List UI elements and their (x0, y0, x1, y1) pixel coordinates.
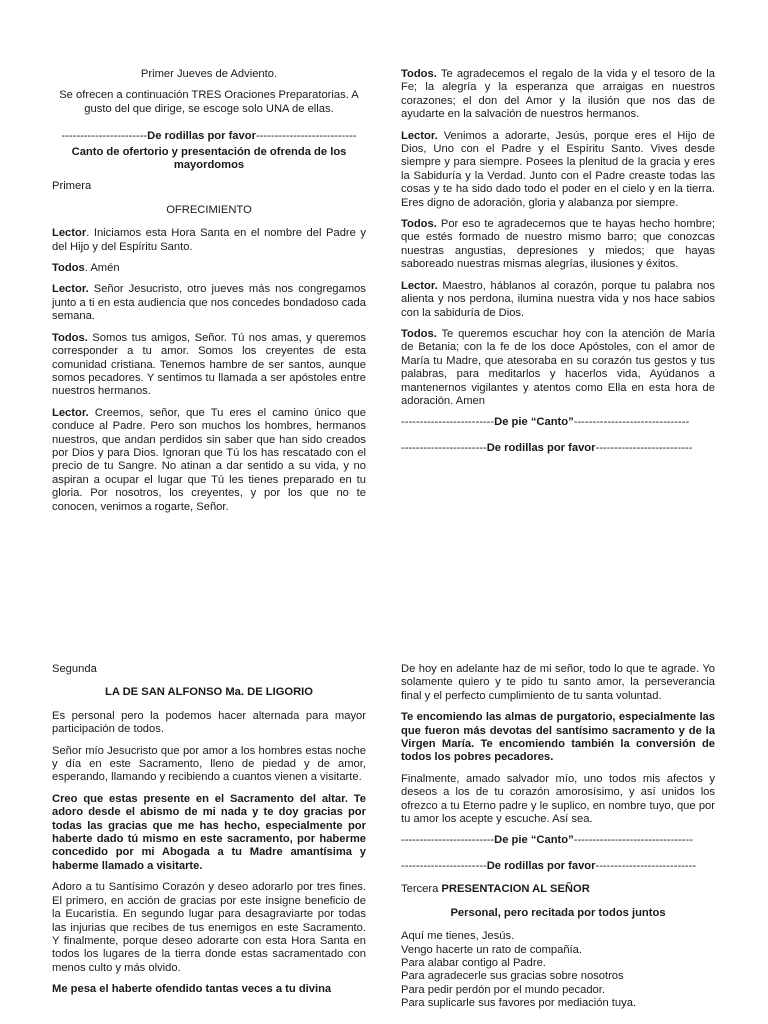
left-column (52, 68, 366, 522)
separator-kneel: -----------------------De rodillas por favor--------------------------- (401, 859, 697, 872)
prayer-paragraph: Lector. Señor Jesucristo, otro jueves más nos congregamos junto a ti en esta audiencia que nos concedes bondadoso cada semana. (52, 283, 366, 323)
prayer-paragraph: Lector. Iniciamos esta Hora Santa en el nombre del Padre y del Hijo y del Espíritu Santo. (52, 227, 366, 253)
separator-stand-canto: -------------------------De pie “Canto”-------------------------------- (401, 834, 693, 847)
prayer-line: Aquí me tienes, Jesús. (401, 930, 515, 943)
prayer-paragraph: Todos. Amén (52, 262, 120, 275)
prayer-paragraph-bold: Me pesa el haberte ofendido tantas veces a tu divina (52, 983, 332, 996)
prayer-paragraph-bold: Creo que estas presente en el Sacramento del altar. Te adoro desde el abismo de mi nada y te doy gracias por todas las gracias que me has hecho, especialmente por haberte dado tú mismo en este sacramento, por haberme concedido por mi Abogada a tu Madre amantísima y haberme llamado a visitarte. (52, 792, 366, 872)
section-label-segunda: Segunda (52, 663, 97, 675)
separator-kneel: -----------------------De rodillas por favor--------------------------- (61, 130, 357, 143)
prayer-line: Para alabar contigo al Padre. (401, 956, 546, 969)
prayer-lines (401, 930, 715, 1010)
prayer-paragraph: De hoy en adelante haz de mi señor, todo lo que te agrade. Yo solamente quiero y te pido tu santo amor, la perseverancia final y el perfecto cumplimiento de tu santa voluntad. (401, 663, 715, 702)
prayer-paragraph: Señor mío Jesucristo que por amor a los hombres estas noche y día en este Sacramento, lleno de piedad y de amor, esperando, llamando y recibiendo a cuantos vienen a visitarte. (52, 744, 366, 784)
intro-text: Se ofrecen a continuación TRES Oraciones Preparatorias. A gusto del que dirige, se escoge solo UNA de ellas. (59, 89, 359, 115)
prayer-paragraph: Es personal pero la podemos hacer alternada para mayor participación de todos. (52, 709, 366, 736)
section-heading-tercera: Tercera PRESENTACION AL SEÑOR (401, 883, 590, 896)
prayer-paragraph: Lector. Creemos, señor, que Tu eres el camino único que conduce al Padre. Pero son muchos los hombres, hermanos nuestros, que andan perdidos sin saber que han sido creados por Dios y para Dios. Ignoran que Tú los has rescatado con el precio de tu Sangre. No atinan a dar sentido a su vida, y no aspiran a ocupar el lugar que Tú les tienes preparado en tu gloria. Por nosotros, los creyentes, y por los que no te conocen, venimos a rogarte, Señor. (52, 406, 366, 513)
prayer-paragraph: Lector. Maestro, háblanos al corazón, porque tu palabra nos alienta y nos perdona, ilumina nuestra vida y nos hace sabios con la sabiduría de Dios. (401, 279, 715, 319)
right-column (401, 663, 715, 1011)
prayer-paragraph-bold: Te encomiendo las almas de purgatorio, especialmente las que fueron más devotas del santísimo sacramento y de la Virgen María. Te encomiendo también la conversión de todos los pobres pecadores. (401, 711, 715, 764)
separator-stand-canto: -------------------------De pie “Canto”------------------------------- (401, 416, 690, 429)
prayer-line: Para suplicarle sus favores por mediación tuya. (401, 997, 637, 1010)
prayer-paragraph: Todos. Te agradecemos el regalo de la vida y el tesoro de la Fe; la alegría y la esperanza que arraigas en nuestros corazones; el don del Amor y la ilusión que nos das de ayudarte en la salvación de nuestros hermanos. (401, 68, 715, 121)
prayer-paragraph: Todos. Somos tus amigos, Señor. Tú nos amas, y queremos corresponder a tu amor. Somos los creyentes de esta comunidad cristiana. Tenemos hambre de ser santos, aunque somos pecadores. Y sentimos tu llamada a ser apóstoles entre nuestros hermanos. (52, 331, 366, 398)
right-column (401, 68, 715, 463)
section-label-primera: Primera (52, 180, 92, 193)
prayer-paragraph: Todos. Te queremos escuchar hoy con la atención de María de Betania; con la fe de los doce Apóstoles, con el amor de María tu Madre, que atesoraba en su corazón tus gestos y tus palabras, para meditarlos y hacerlos vida, Ayúdanos a mantenernos vigilantes y atentos como Ella en esta hora de adoración. Amen (401, 327, 715, 407)
prayer-paragraph: Adoro a tu Santísimo Corazón y deseo adorarlo por tres fines. El primero, en acción de gracias por este insigne beneficio de la Eucaristía. En segundo lugar para desagraviarte por todas las injurias que recibes de tus enemigos en este Sacramento. Y finalmente, porque deseo adorarte con esta Hora Santa en todos los lugares de la tierra donde estas sacramentado con menos culto y más olvido. (52, 881, 366, 974)
document-page-bottom (0, 655, 768, 1024)
subheading-recitada: Personal, pero recitada por todos juntos (450, 906, 666, 919)
prayer-line: Vengo hacerte un rato de compañía. (401, 943, 582, 956)
section-heading-san-alfonso: LA DE SAN ALFONSO Ma. DE LIGORIO (104, 686, 313, 699)
section-heading-ofrecimiento: OFRECIMIENTO (166, 203, 252, 216)
left-column (52, 663, 366, 1005)
prayer-paragraph: Finalmente, amado salvador mío, uno todos mis afectos y deseos a los de tu corazón amorosísimo, y así unidos los ofrezco a tu Eterno padre y le suplico, en nombre tuyo, que por tu amor los acepte y escuche. Así sea. (401, 772, 715, 826)
document-title: Primer Jueves de Adviento. (140, 68, 278, 80)
prayer-line: Para agradecerle sus gracias sobre nosotros (401, 970, 624, 983)
prayer-paragraph: Lector. Venimos a adorarte, Jesús, porque eres el Hijo de Dios, Uno con el Padre y el Espíritu Santo. Vives desde siempre y para siempre. Posees la plenitud de la gracia y eres la Sabiduría y la Verdad. Junto con el Padre creaste todas las cosas y te ha sido dado todo el poder en el cielo y en la tierra. Eres digno de adoración, gloria y alabanza por siempre. (401, 129, 715, 209)
canto-heading: Canto de ofertorio y presentación de ofrenda de los mayordomos (71, 145, 347, 172)
separator-kneel: -----------------------De rodillas por favor-------------------------- (401, 441, 693, 454)
prayer-paragraph: Todos. Por eso te agradecemos que te hayas hecho hombre; que estés formado de nuestro mismo barro; que conozcas nuestras angustias, depresiones y miedos; que hayas saboreado nuestras mismas alegrías, ilusiones y éxitos. (401, 218, 715, 271)
prayer-line: Para pedir perdón por el mundo pecador. (401, 983, 605, 996)
